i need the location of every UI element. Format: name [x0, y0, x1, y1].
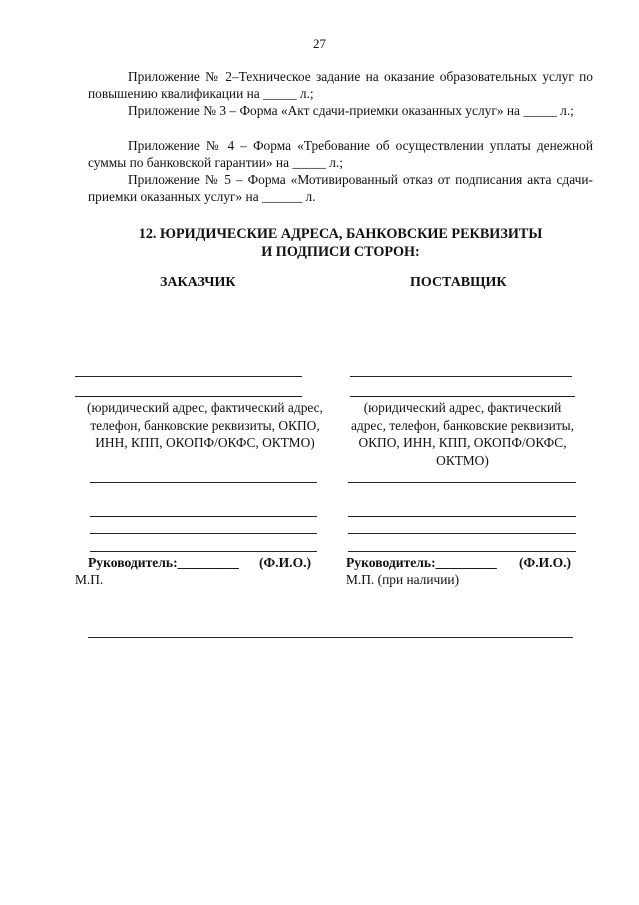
customer-title: ЗАКАЗЧИК [160, 275, 236, 290]
customer-requisites-line-1 [90, 482, 317, 483]
supplier-signature-label: Руководитель:_________ [346, 555, 497, 570]
customer-signature-label: Руководитель:_________ [88, 555, 239, 570]
supplier-stamp: М.П. (при наличии) [346, 572, 460, 587]
customer-requisites-line-4 [90, 551, 317, 552]
appendix-3-prefix: Приложение № 3 – [128, 103, 240, 118]
supplier-fio-label: (Ф.И.О.) [519, 555, 572, 570]
supplier-name-line-2 [350, 396, 575, 397]
supplier-requisites-line-3 [348, 533, 576, 534]
appendix-2 [88, 68, 593, 102]
supplier-requisites-caption: (юридический адрес, фактический адрес, телефон, банковские реквизиты, ОКПО, ИНН, КПП, ОКОПФ/ОКФС, ОКТМО) [350, 400, 575, 468]
customer-requisites-caption: (юридический адрес, фактический адрес, телефон, банковские реквизиты, ОКПО, ИНН, КПП, ОКОПФ/ОКФС, ОКТМО) [87, 400, 323, 450]
appendix-3 [88, 102, 593, 119]
supplier-requisites-line-1 [348, 482, 576, 483]
appendix-5 [88, 171, 593, 205]
appendix-2-text: Техническое задание на оказание образовательных услуг по повышению квалификации на _____ л.; [88, 69, 593, 101]
appendix-5-prefix: Приложение № 5 – [128, 172, 248, 187]
customer-stamp: М.П. [75, 572, 104, 587]
customer-fio-label: (Ф.И.О.) [259, 555, 312, 570]
appendix-3-text: Форма «Акт сдачи-приемки оказанных услуг» на _____ л.; [239, 103, 574, 118]
customer-requisites-line-2 [90, 516, 317, 517]
bottom-rule [88, 637, 573, 638]
customer-requisites-line-3 [90, 533, 317, 534]
appendix-4 [88, 137, 593, 171]
supplier-name-line [350, 376, 572, 377]
supplier-requisites-line-4 [348, 551, 576, 552]
appendix-4-text: Форма «Требование об осуществлении уплаты денежной суммы по банковской гарантии» на _____ л.; [88, 138, 593, 170]
appendix-5-text: Форма «Мотивированный отказ от подписания акта сдачи-приемки оказанных услуг» на ______ л. [88, 172, 593, 204]
customer-name-line-2 [75, 396, 302, 397]
supplier-title: ПОСТАВЩИК [410, 275, 507, 290]
appendix-4-prefix: Приложение № 4 – [128, 138, 253, 153]
section-heading-line2: И ПОДПИСИ СТОРОН: [261, 244, 420, 260]
page-number: 27 [313, 36, 326, 51]
customer-name-line [75, 376, 302, 377]
supplier-requisites-line-2 [348, 516, 576, 517]
section-heading-line1: 12. ЮРИДИЧЕСКИЕ АДРЕСА, БАНКОВСКИЕ РЕКВИЗИТЫ [138, 226, 543, 242]
section-heading [88, 225, 593, 261]
appendix-2-prefix: Приложение № 2– [128, 69, 239, 84]
